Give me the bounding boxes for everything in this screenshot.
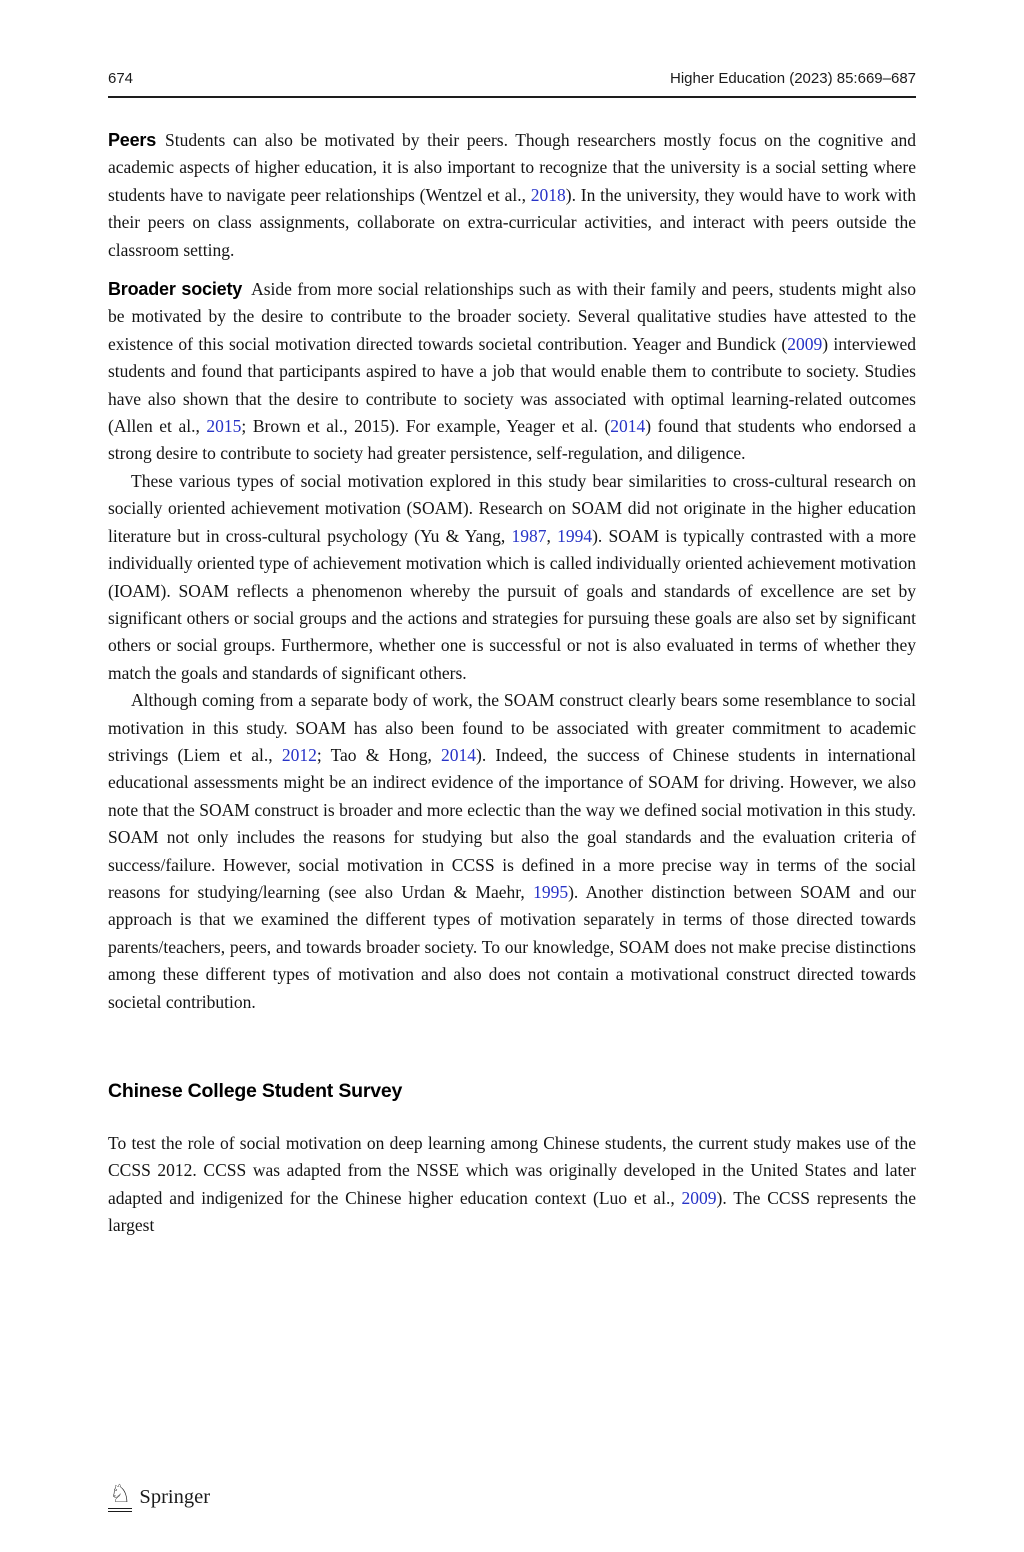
runin-heading: Peers: [108, 130, 157, 150]
journal-reference: Higher Education (2023) 85:669–687: [669, 70, 916, 87]
header-rule: [108, 96, 916, 98]
paragraph: Broader society Aside from more social relationships such as with their family and peers, students might also be motivated by the desire to contribute to the broader society. Several qualitative studies have attested to the existence of this social motivation directed towards societal contribution. Yeager and Bundick (2009) interviewed students and found that participants aspired to have a job that would enable them to contribute to society. Studies have also shown that the desire to contribute to society was associated with optimal learning-related outcomes (Allen et al., 2015; Brown et al., 2015). For example, Yeager et al. (2014) found that students who endorsed a strong desire to contribute to society had greater persistence, self-regulation, and diligence.: [108, 279, 916, 464]
runin-heading: Broader society: [108, 279, 243, 300]
citation-link[interactable]: 2009: [681, 1187, 717, 1208]
citation-link[interactable]: 2015: [206, 416, 242, 437]
citation-link[interactable]: 2014: [610, 416, 646, 437]
paragraph: Although coming from a separate body of work, the SOAM construct clearly bears some resemblance to social motivation in this study. SOAM has also been found to be associated with greater commitment to academic strivings (Liem et al., 2012; Tao & Hong, 2014). Indeed, the success of Chinese students in international educational assessments might be an indirect evidence of the importance of SOAM for driving. However, we also note that the SOAM construct is broader and more eclectic than the way we defined social motivation in this study. SOAM not only includes the reasons for studying but also the goal standards and the evaluation criteria of success/failure. However, social motivation in CCSS is defined in a more precise way in terms of the social reasons for studying/learning (see also Urdan & Maehr, 1995). Another distinction between SOAM and our approach is that we examined the different types of motivation separately in terms of those directed towards parents/teachers, peers, and towards broader society. To our knowledge, SOAM does not make precise distinctions among these different types of motivation and also does not contain a motivational construct directed towards societal contribution.: [108, 690, 916, 1012]
springer-knight-icon: ♘: [108, 1482, 132, 1512]
page-footer: [108, 1482, 210, 1512]
section-heading: Chinese College Student Survey: [108, 1080, 403, 1102]
publisher-name: Springer: [139, 1485, 211, 1508]
article-body: [108, 127, 916, 1240]
citation-link[interactable]: 1994: [557, 525, 593, 546]
paragraph: To test the role of social motivation on deep learning among Chinese students, the current study makes use of the CCSS 2012. CCSS was adapted from the NSSE which was originally developed in the United States and later adapted and indigenized for the Chinese higher education context (Luo et al., 2009). The CCSS represents the largest: [108, 1133, 916, 1236]
paragraph: These various types of social motivation explored in this study bear similarities to cross-cultural research on socially oriented achievement motivation (SOAM). Research on SOAM did not originate in the higher education literature but in cross-cultural psychology (Yu & Yang, 1987, 1994). SOAM is typically contrasted with a more individually oriented type of achievement motivation which is called individually oriented achievement motivation (IOAM). SOAM reflects a phenomenon whereby the pursuit of goals and standards of excellence are set by significant others or social groups and the actions and strategies for pursuing these goals are also set by significant others or social groups. Furthermore, whether one is successful or not is also evaluated in terms of whether they match the goals and standards of significant others.: [108, 470, 917, 683]
paragraph: Peers Students can also be motivated by their peers. Though researchers mostly focus on the cognitive and academic aspects of higher education, it is also important to recognize that the university is a social setting where students have to navigate peer relationships (Wentzel et al., 2018). In the university, they would have to work with their peers on class assignments, collaborate on extra-curricular activities, and interact with peers outside the classroom setting.: [108, 130, 916, 260]
citation-link[interactable]: 2012: [281, 744, 317, 765]
citation-link[interactable]: 2018: [530, 184, 566, 205]
citation-link[interactable]: 1987: [511, 525, 547, 546]
citation-link[interactable]: 2014: [441, 744, 477, 765]
page-number: 674: [108, 70, 134, 87]
citation-link[interactable]: 1995: [533, 881, 569, 902]
citation-link[interactable]: 2009: [787, 333, 823, 354]
running-header: [108, 70, 916, 87]
